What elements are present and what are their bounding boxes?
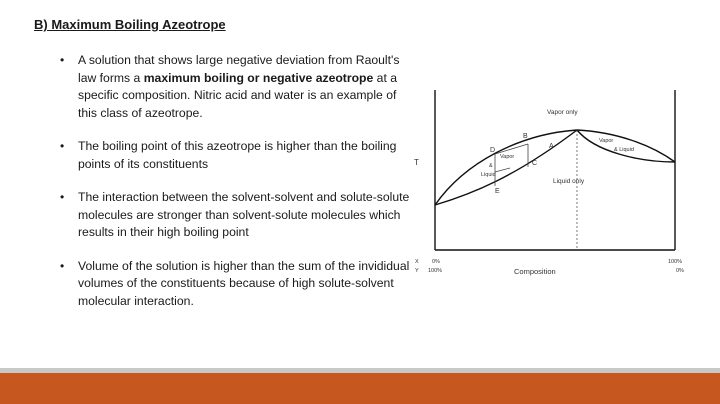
azeotrope-phase-diagram (410, 82, 700, 282)
x-right-x-value: 100% (668, 259, 683, 265)
bullet-item (58, 138, 410, 173)
x-axis-label: Composition (514, 267, 556, 276)
label-vapor-only: Vapor only (547, 109, 578, 116)
bullet-text-tail: at a specific composition. Nitric acid and water is an example of this class of azeotrope. (78, 70, 397, 120)
tie-line-mid (495, 168, 510, 172)
x-left-x-value: 0% (432, 259, 440, 265)
bullet-glyph: • (60, 139, 65, 153)
label-liquid-only: Liquid only (553, 178, 585, 185)
bullet-glyph: • (60, 190, 65, 204)
bullet-glyph: • (60, 53, 65, 67)
liquid-curve-left (435, 130, 577, 205)
label-liquid-right: & Liquid (614, 147, 634, 153)
bullet-text: A solution that shows large negative deviation from Raoult's law forms a (78, 53, 400, 85)
x-right-y-value: 0% (676, 268, 684, 274)
bullet-item (58, 52, 410, 122)
vapor-curve-right (577, 130, 675, 162)
bullet-text: Volume of the solution is higher than the sum of the invididual volumes of the constituents because of high solute-solvent molecular interaction. (78, 258, 410, 308)
bullet-text: The boiling point of this azeotrope is higher than the boiling points of its constituents (78, 139, 397, 171)
x-left-x-prefix: X (415, 259, 419, 265)
point-b: B (523, 133, 528, 140)
bullet-glyph: • (60, 258, 65, 273)
label-amp-left: & (489, 163, 493, 169)
point-a: A (549, 143, 554, 150)
y-axis-label: T (414, 158, 419, 167)
vapor-curve-left (435, 130, 577, 205)
point-c: C (532, 160, 538, 167)
point-e: E (495, 188, 500, 195)
bullet-bold-text: maximum boiling or negative azeotrope (143, 70, 374, 85)
x-left-y-prefix: Y (415, 268, 419, 274)
label-liquid-left: Liquid (481, 172, 496, 178)
label-vapor-left: Vapor (500, 154, 515, 160)
point-d: D (490, 147, 496, 154)
label-vapor-right: Vapor (599, 138, 614, 144)
bullet-text: The interaction between the solvent-solvent and solute-solute molecules are stronger than solvent-solute molecules which results in their high boiling point (78, 190, 410, 239)
bullet-list (58, 52, 410, 326)
slide-title: B) Maximum Boiling Azeotrope (34, 17, 226, 32)
footer-band (0, 373, 720, 404)
liquid-curve-right (577, 130, 675, 162)
bullet-item (58, 189, 410, 242)
bullet-item (58, 258, 410, 311)
x-left-y-value: 100% (428, 268, 443, 274)
